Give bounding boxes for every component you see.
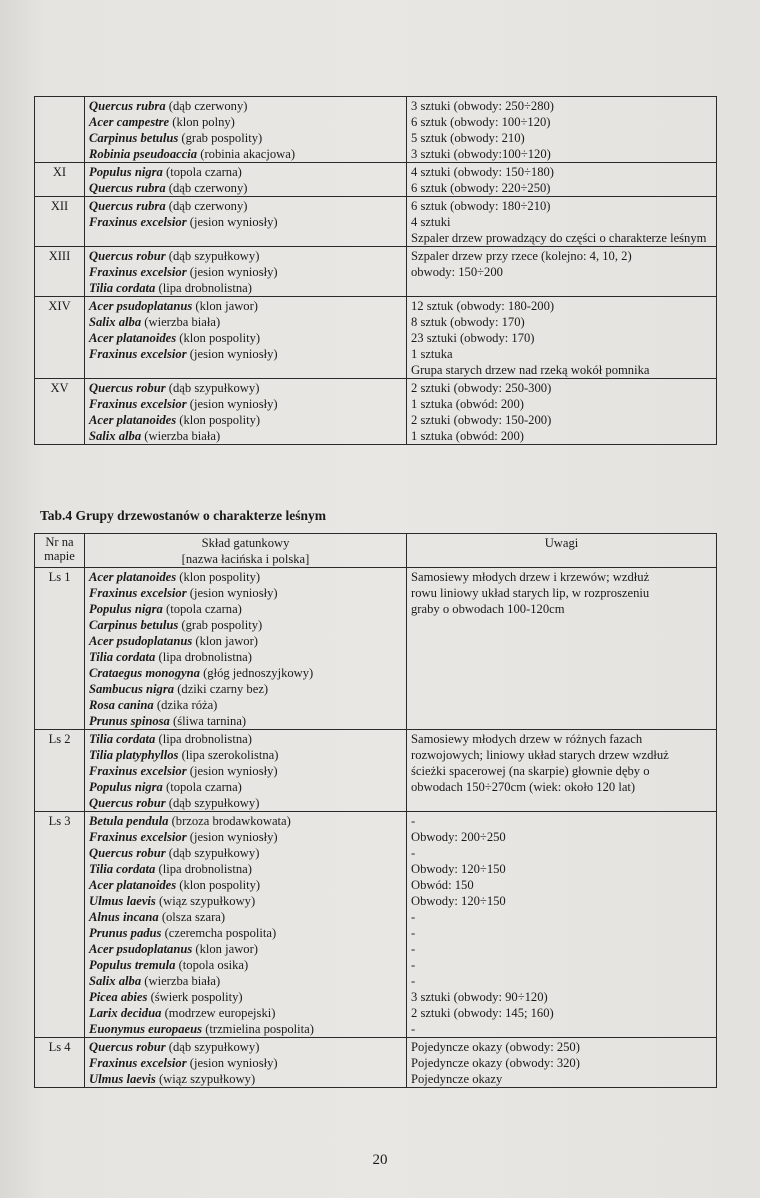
latin-name: Populus nigra [89, 780, 163, 794]
latin-name: Populus tremula [89, 958, 176, 972]
polish-name: (klon pospolity) [179, 413, 261, 427]
polish-name: (olsza szara) [161, 910, 226, 924]
species-line [89, 146, 402, 162]
polish-name: (śliwa tarnina) [173, 714, 247, 728]
latin-name: Fraxinus excelsior [89, 1056, 187, 1070]
table-row [35, 163, 717, 197]
remark-line: Szpaler drzew przy rzece (kolejno: 4, 10, 2) [411, 249, 632, 263]
polish-name: (lipa szerokolistna) [181, 748, 279, 762]
species-line [89, 713, 402, 729]
polish-name: (klon jawor) [195, 634, 258, 648]
remark-line: ścieżki spacerowej (na skarpie) głownie dęby o [411, 764, 650, 778]
latin-name: Acer platanoides [89, 331, 177, 345]
remark-line: 5 sztuk (obwody: 210) [411, 131, 525, 145]
remark-line: - [411, 846, 416, 860]
polish-name: (wierzba biała) [144, 429, 221, 443]
latin-name: Betula pendula [89, 814, 169, 828]
map-number-cell: Ls 3 [35, 812, 85, 1038]
header-remarks: Uwagi [407, 534, 717, 568]
latin-name: Acer campestre [89, 115, 170, 129]
polish-name: (lipa drobnolistna) [158, 650, 252, 664]
map-number-cell: XV [35, 379, 85, 445]
latin-name: Salix alba [89, 974, 142, 988]
remark-line: Obwody: 120÷150 [411, 862, 506, 876]
polish-name: (dąb szypułkowy) [168, 846, 260, 860]
polish-name: (topola czarna) [166, 602, 242, 616]
species-line [89, 428, 402, 444]
map-number-cell: XI [35, 163, 85, 197]
latin-name: Fraxinus excelsior [89, 764, 187, 778]
species-line [89, 601, 402, 617]
table-header-row [35, 534, 717, 568]
polish-name: (topola czarna) [166, 780, 242, 794]
latin-name: Carpinus betulus [89, 131, 179, 145]
latin-name: Fraxinus excelsior [89, 586, 187, 600]
polish-name: (lipa drobnolistna) [158, 281, 252, 295]
latin-name: Alnus incana [89, 910, 159, 924]
remarks-cell [407, 163, 717, 197]
species-line [89, 813, 402, 829]
species-line [89, 763, 402, 779]
latin-name: Crataegus monogyna [89, 666, 200, 680]
species-cell [85, 379, 407, 445]
remark-line: 2 sztuki (obwody: 150-200) [411, 413, 552, 427]
table-row [35, 197, 717, 247]
latin-name: Quercus robur [89, 381, 166, 395]
species-line [89, 779, 402, 795]
remark-line: - [411, 974, 416, 988]
latin-name: Quercus robur [89, 249, 166, 263]
latin-name: Quercus robur [89, 796, 166, 810]
polish-name: (czeremcha pospolita) [164, 926, 277, 940]
species-line [89, 1039, 402, 1055]
species-line [89, 346, 402, 362]
remark-line: - [411, 814, 416, 828]
species-cell [85, 197, 407, 247]
species-line [89, 1071, 402, 1087]
trees-table-body [35, 97, 717, 445]
latin-name: Robinia pseudoaccia [89, 147, 198, 161]
species-line [89, 180, 402, 196]
polish-name: (wiąz szypułkowy) [158, 1072, 256, 1086]
polish-name: (trzmielina pospolita) [205, 1022, 314, 1036]
table-row [35, 812, 717, 1038]
remark-line: 6 sztuk (obwody: 220÷250) [411, 181, 551, 195]
species-line [89, 396, 402, 412]
header-nr: Nr na mapie [35, 534, 85, 568]
latin-name: Fraxinus excelsior [89, 347, 187, 361]
remark-line: - [411, 958, 416, 972]
map-number-cell: XIII [35, 247, 85, 297]
species-line [89, 877, 402, 893]
latin-name: Tilia cordata [89, 281, 156, 295]
polish-name: (jesion wyniosły) [189, 215, 278, 229]
remark-line: 8 sztuk (obwody: 170) [411, 315, 525, 329]
species-line [89, 1055, 402, 1071]
header-species-title: Skład gatunkowy [201, 536, 290, 550]
remark-line: Samosiewy młodych drzew w różnych fazach [411, 732, 643, 746]
remark-line: - [411, 942, 416, 956]
remark-line: 2 sztuki (obwody: 145; 160) [411, 1006, 554, 1020]
polish-name: (grab pospolity) [181, 618, 263, 632]
polish-name: (jesion wyniosły) [189, 1056, 278, 1070]
latin-name: Fraxinus excelsior [89, 265, 187, 279]
latin-name: Salix alba [89, 315, 142, 329]
polish-name: (dąb czerwony) [168, 181, 248, 195]
latin-name: Prunus padus [89, 926, 162, 940]
latin-name: Picea abies [89, 990, 148, 1004]
remark-line: obwody: 150÷200 [411, 265, 503, 279]
latin-name: Populus nigra [89, 602, 163, 616]
remark-line: Obwody: 120÷150 [411, 894, 506, 908]
species-line [89, 617, 402, 633]
remark-line: rozwojowych; liniowy układ starych drzew wzdłuż [411, 748, 669, 762]
remark-line: Grupa starych drzew nad rzeką wokół pomnika [411, 363, 650, 377]
polish-name: (brzoza brodawkowata) [171, 814, 291, 828]
polish-name: (dzika róża) [156, 698, 218, 712]
latin-name: Acer psudoplatanus [89, 942, 193, 956]
map-number-cell: Ls 4 [35, 1038, 85, 1088]
remark-line: Obwody: 200÷250 [411, 830, 506, 844]
page-number: 20 [372, 1152, 388, 1168]
table-row [35, 97, 717, 163]
remark-line: - [411, 1022, 416, 1036]
remark-line: 2 sztuki (obwody: 250-300) [411, 381, 552, 395]
table-row [35, 568, 717, 730]
remark-line: graby o obwodach 100-120cm [411, 602, 565, 616]
polish-name: (topola czarna) [166, 165, 242, 179]
species-cell [85, 1038, 407, 1088]
species-line [89, 941, 402, 957]
species-line [89, 633, 402, 649]
species-line [89, 569, 402, 585]
remark-line: 6 sztuk (obwody: 180÷210) [411, 199, 551, 213]
polish-name: (klon jawor) [195, 942, 258, 956]
polish-name: (jesion wyniosły) [189, 265, 278, 279]
remark-line: 6 sztuk (obwody: 100÷120) [411, 115, 551, 129]
species-cell [85, 247, 407, 297]
species-line [89, 829, 402, 845]
polish-name: (jesion wyniosły) [189, 347, 278, 361]
species-line [89, 681, 402, 697]
species-cell [85, 568, 407, 730]
latin-name: Quercus robur [89, 1040, 166, 1054]
latin-name: Euonymus europaeus [89, 1022, 203, 1036]
species-line [89, 214, 402, 230]
latin-name: Fraxinus excelsior [89, 215, 187, 229]
species-line [89, 957, 402, 973]
remarks-cell [407, 297, 717, 379]
polish-name: (dąb szypułkowy) [168, 249, 260, 263]
latin-name: Carpinus betulus [89, 618, 179, 632]
remarks-cell [407, 568, 717, 730]
remark-line: 3 sztuki (obwody: 250÷280) [411, 99, 554, 113]
species-line [89, 747, 402, 763]
remark-line: rowu liniowy układ starych lip, w rozproszeniu [411, 586, 650, 600]
table-caption: Tab.4 Grupy drzewostanów o charakterze leśnym [40, 508, 326, 523]
latin-name: Acer platanoides [89, 570, 177, 584]
polish-name: (klon pospolity) [179, 878, 261, 892]
remarks-cell [407, 197, 717, 247]
remark-line: 4 sztuki [411, 215, 451, 229]
polish-name: (dziki czarny bez) [177, 682, 269, 696]
species-line [89, 893, 402, 909]
remark-line: 3 sztuki (obwody:100÷120) [411, 147, 551, 161]
polish-name: (topola osika) [178, 958, 249, 972]
species-line [89, 264, 402, 280]
species-cell [85, 163, 407, 197]
latin-name: Ulmus laevis [89, 894, 156, 908]
remark-line: - [411, 926, 416, 940]
species-line [89, 795, 402, 811]
species-line [89, 665, 402, 681]
remarks-cell [407, 379, 717, 445]
polish-name: (robinia akacjowa) [200, 147, 296, 161]
remarks-cell [407, 247, 717, 297]
species-cell [85, 97, 407, 163]
species-line [89, 845, 402, 861]
species-line [89, 1021, 402, 1037]
latin-name: Fraxinus excelsior [89, 397, 187, 411]
map-number-cell: Ls 1 [35, 568, 85, 730]
latin-name: Acer platanoides [89, 878, 177, 892]
remark-line: 3 sztuki (obwody: 90÷120) [411, 990, 548, 1004]
polish-name: (jesion wyniosły) [189, 830, 278, 844]
polish-name: (lipa drobnolistna) [158, 862, 252, 876]
latin-name: Quercus rubra [89, 99, 166, 113]
table-row [35, 1038, 717, 1088]
remark-line: 4 sztuki (obwody: 150÷180) [411, 165, 554, 179]
polish-name: (wierzba biała) [144, 315, 221, 329]
polish-name: (lipa drobnolistna) [158, 732, 252, 746]
remark-line: Pojedyncze okazy (obwody: 250) [411, 1040, 580, 1054]
polish-name: (klon jawor) [195, 299, 258, 313]
polish-name: (klon pospolity) [179, 331, 261, 345]
remark-line: 1 sztuka (obwód: 200) [411, 429, 524, 443]
species-line [89, 925, 402, 941]
species-cell [85, 812, 407, 1038]
latin-name: Tilia cordata [89, 862, 156, 876]
remark-line: 12 sztuk (obwody: 180-200) [411, 299, 555, 313]
species-line [89, 98, 402, 114]
map-number-cell: Ls 2 [35, 730, 85, 812]
forest-groups-table-body [35, 568, 717, 1088]
remarks-cell [407, 730, 717, 812]
latin-name: Quercus rubra [89, 181, 166, 195]
remark-line: Samosiewy młodych drzew i krzewów; wzdłuż [411, 570, 650, 584]
species-line [89, 114, 402, 130]
header-species-subtitle: [nazwa łacińska i polska] [181, 552, 310, 566]
species-line [89, 280, 402, 296]
polish-name: (dąb czerwony) [168, 99, 248, 113]
remarks-cell [407, 812, 717, 1038]
species-cell [85, 297, 407, 379]
species-line [89, 330, 402, 346]
species-line [89, 412, 402, 428]
remarks-cell [407, 97, 717, 163]
remark-line: Pojedyncze okazy (obwody: 320) [411, 1056, 580, 1070]
header-species [85, 534, 407, 568]
species-line [89, 585, 402, 601]
polish-name: (jesion wyniosły) [189, 586, 278, 600]
remark-line: Obwód: 150 [411, 878, 474, 892]
polish-name: (głóg jednoszyjkowy) [203, 666, 314, 680]
latin-name: Acer platanoides [89, 413, 177, 427]
latin-name: Tilia cordata [89, 650, 156, 664]
polish-name: (modrzew europejski) [164, 1006, 276, 1020]
remark-line: obwodach 150÷270cm (wiek: około 120 lat) [411, 780, 636, 794]
latin-name: Ulmus laevis [89, 1072, 156, 1086]
latin-name: Fraxinus excelsior [89, 830, 187, 844]
latin-name: Tilia platyphyllos [89, 748, 179, 762]
polish-name: (świerk pospolity) [150, 990, 243, 1004]
latin-name: Rosa canina [89, 698, 154, 712]
species-cell [85, 730, 407, 812]
species-line [89, 697, 402, 713]
polish-name: (dąb czerwony) [168, 199, 248, 213]
table-row [35, 730, 717, 812]
polish-name: (dąb szypułkowy) [168, 381, 260, 395]
table-row [35, 247, 717, 297]
latin-name: Salix alba [89, 429, 142, 443]
species-line [89, 989, 402, 1005]
table-row [35, 297, 717, 379]
species-line [89, 909, 402, 925]
polish-name: (jesion wyniosły) [189, 397, 278, 411]
species-line [89, 649, 402, 665]
polish-name: (dąb szypułkowy) [168, 796, 260, 810]
species-line [89, 861, 402, 877]
species-line [89, 731, 402, 747]
map-number-cell: XIV [35, 297, 85, 379]
remark-line: Pojedyncze okazy [411, 1072, 503, 1086]
latin-name: Acer psudoplatanus [89, 299, 193, 313]
species-line [89, 248, 402, 264]
species-line [89, 1005, 402, 1021]
table-row [35, 379, 717, 445]
map-number-cell [35, 97, 85, 163]
latin-name: Quercus rubra [89, 199, 166, 213]
species-line [89, 130, 402, 146]
latin-name: Quercus robur [89, 846, 166, 860]
remark-line: - [411, 910, 416, 924]
latin-name: Larix decidua [89, 1006, 162, 1020]
remarks-cell [407, 1038, 717, 1088]
polish-name: (klon polny) [172, 115, 235, 129]
species-line [89, 380, 402, 396]
remark-line: 1 sztuka [411, 347, 453, 361]
species-line [89, 164, 402, 180]
latin-name: Prunus spinosa [89, 714, 170, 728]
species-line [89, 298, 402, 314]
polish-name: (grab pospolity) [181, 131, 263, 145]
remark-line: 1 sztuka (obwód: 200) [411, 397, 524, 411]
latin-name: Acer psudoplatanus [89, 634, 193, 648]
map-number-cell: XII [35, 197, 85, 247]
remark-line: Szpaler drzew prowadzący do części o charakterze leśnym [411, 231, 707, 245]
latin-name: Tilia cordata [89, 732, 156, 746]
species-line [89, 314, 402, 330]
remark-line: 23 sztuki (obwody: 170) [411, 331, 535, 345]
trees-table-continued [34, 96, 717, 445]
species-line [89, 973, 402, 989]
polish-name: (wiąz szypułkowy) [158, 894, 256, 908]
polish-name: (jesion wyniosły) [189, 764, 278, 778]
latin-name: Populus nigra [89, 165, 163, 179]
latin-name: Sambucus nigra [89, 682, 175, 696]
polish-name: (wierzba biała) [144, 974, 221, 988]
polish-name: (klon pospolity) [179, 570, 261, 584]
polish-name: (dąb szypułkowy) [168, 1040, 260, 1054]
species-line [89, 198, 402, 214]
forest-groups-table [34, 533, 717, 1088]
